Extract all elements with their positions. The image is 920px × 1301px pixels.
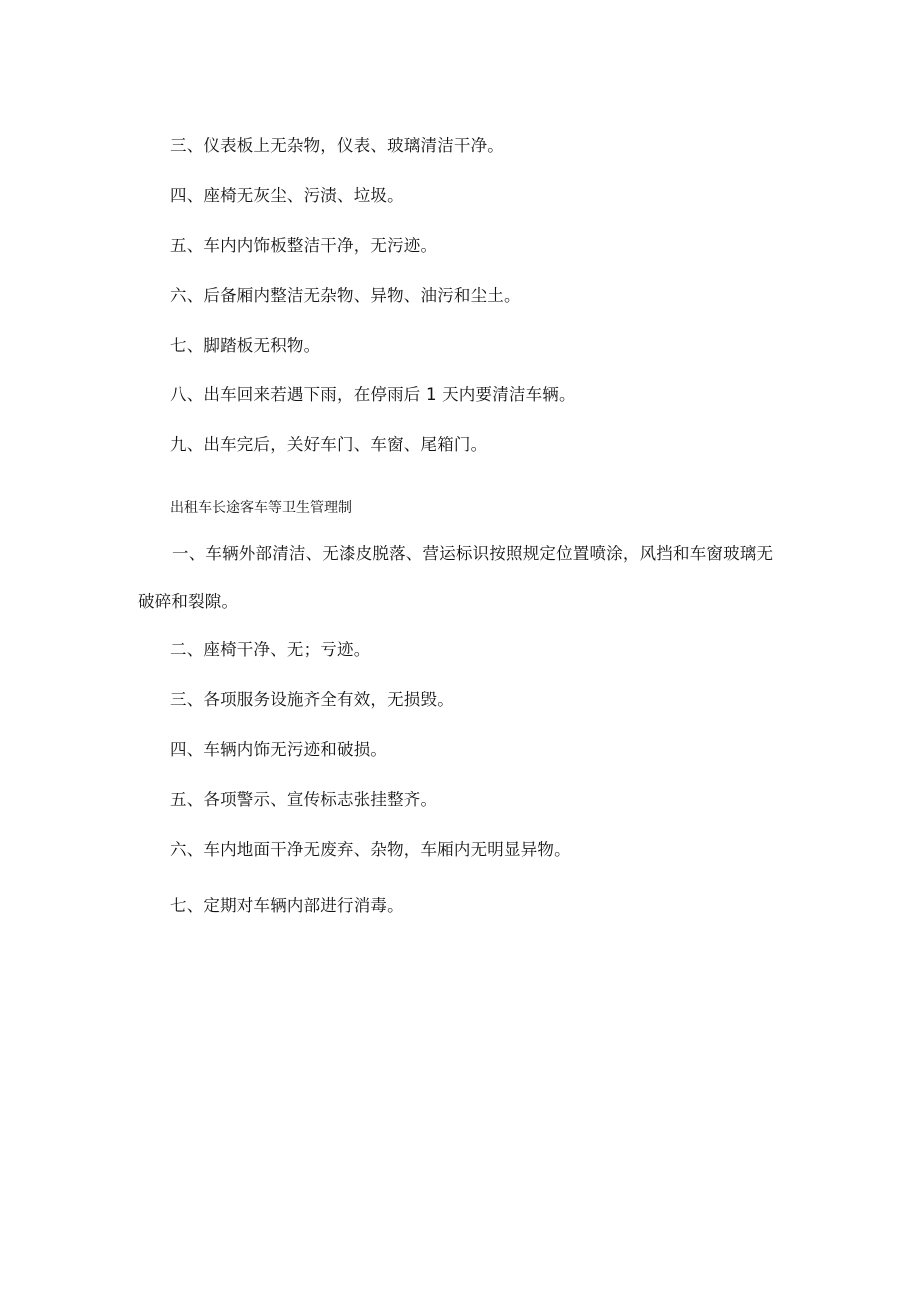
section-item-1-line-1: 一、车辆外部清洁、无漆皮脱落、营运标识按照规定位置喷涂，风挡和车窗玻璃无 xyxy=(172,544,774,563)
list-item-5: 五、车内内饰板整洁干净，无污迹。 xyxy=(170,236,438,255)
list-item-4: 四、座椅无灰尘、污渍、垃圾。 xyxy=(170,186,404,205)
list-item-3: 三、仪表板上无杂物，仪表、玻璃清洁干净。 xyxy=(170,136,504,155)
list-item-9: 九、出车完后，关好车门、车窗、尾箱门。 xyxy=(170,435,488,454)
section-item-2: 二、座椅干净、无；亏迹。 xyxy=(170,640,371,659)
section-item-5: 五、各项警示、宣传标志张挂整齐。 xyxy=(170,790,438,809)
section-item-4: 四、车辆内饰无污迹和破损。 xyxy=(170,740,388,759)
list-item-7: 七、脚踏板无积物。 xyxy=(170,336,321,355)
section-item-6: 六、车内地面干净无废弃、杂物，车厢内无明显异物。 xyxy=(170,840,571,859)
section-heading: 出租车长途客车等卫生管理制 xyxy=(170,500,352,516)
list-item-6: 六、后备厢内整洁无杂物、异物、油污和尘土。 xyxy=(170,286,521,305)
list-item-8: 八、出车回来若遇下雨，在停雨后 1 天内要清洁车辆。 xyxy=(170,385,576,404)
section-item-1-line-2: 破碎和裂隙。 xyxy=(138,592,239,611)
section-item-7: 七、定期对车辆内部进行消毒。 xyxy=(170,896,404,915)
section-item-3: 三、各项服务设施齐全有效，无损毁。 xyxy=(170,690,454,709)
